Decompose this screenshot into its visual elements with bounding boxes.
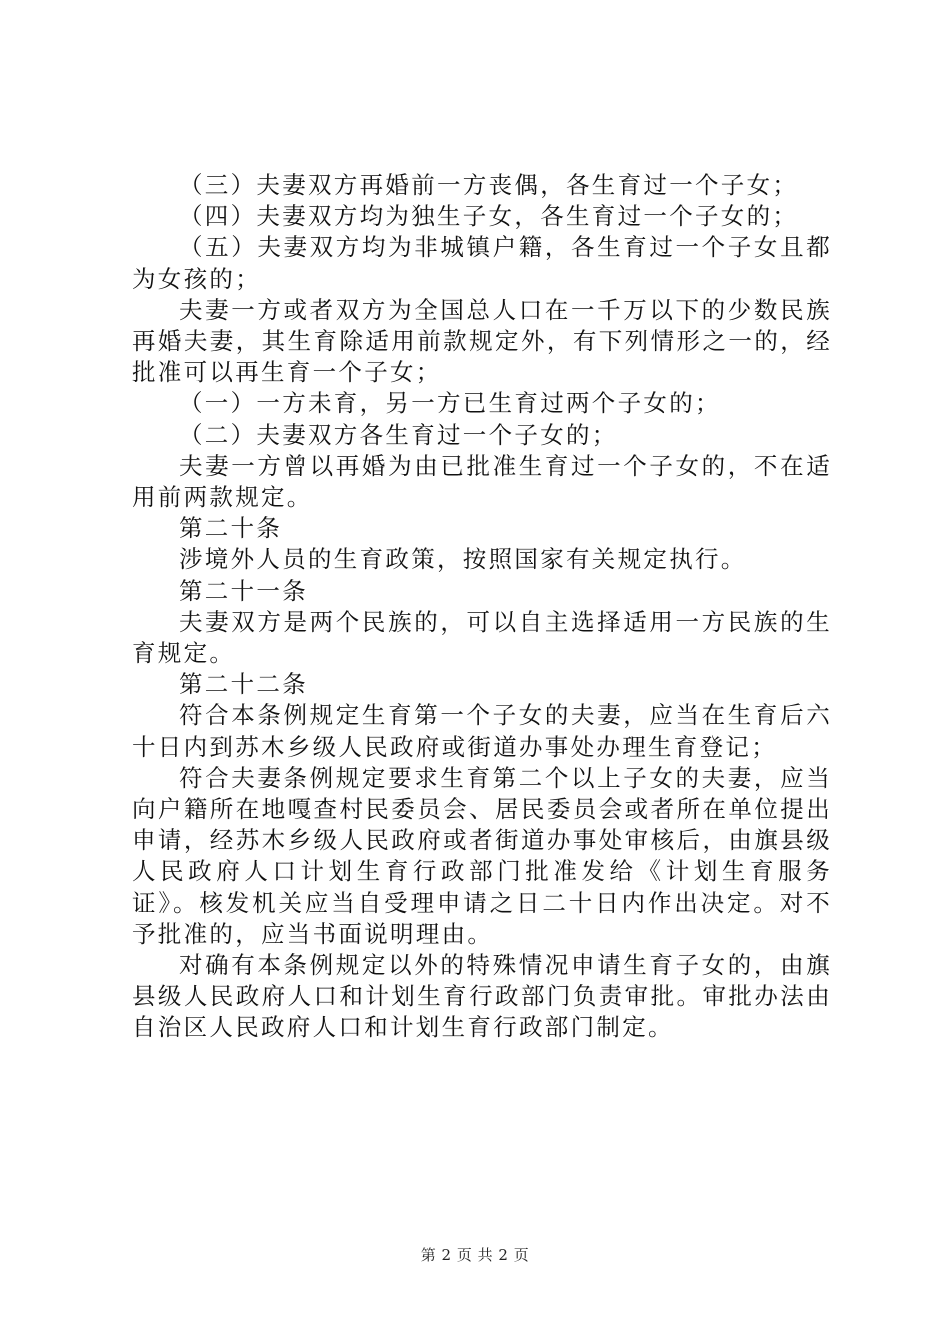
article-heading-20: 第二十条 (179, 514, 283, 543)
paragraph-clause-5: （五）夫妻双方均为非城镇户籍，各生育过一个子女且都为女孩的； (132, 233, 832, 293)
paragraph-minority-remarriage: 夫妻一方或者双方为全国总人口在一千万以下的少数民族再婚夫妻，其生育除适用前款规定外，有下列情形之一的，经批准可以再生育一个子女； (132, 295, 832, 387)
document-body (132, 170, 832, 1044)
article-heading-21: 第二十一条 (179, 576, 308, 605)
paragraph-clause-4: （四）夫妻双方均为独生子女，各生育过一个子女的； (179, 202, 799, 231)
paragraph-article-20: 涉境外人员的生育政策，按照国家有关规定执行。 (179, 545, 747, 574)
paragraph-article-21: 夫妻双方是两个民族的，可以自主选择适用一方民族的生育规定。 (132, 607, 832, 668)
paragraph-remarriage-exception: 夫妻一方曾以再婚为由已批准生育过一个子女的，不在适用前两款规定。 (132, 451, 832, 512)
paragraph-birth-registration: 符合本条例规定生育第一个子女的夫妻，应当在生育后六十日内到苏木乡级人民政府或街道办事处办理生育登记； (132, 701, 832, 761)
paragraph-clause-2: （二）夫妻双方各生育过一个子女的； (179, 420, 618, 449)
paragraph-special-cases: 对确有本条例规定以外的特殊情况申请生育子女的，由旗县级人民政府人口和计划生育行政部门负责审批。审批办法由自治区人民政府人口和计划生育行政部门制定。 (132, 951, 832, 1042)
paragraph-clause-1: （一）一方未育，另一方已生育过两个子女的； (179, 389, 721, 418)
page-number-footer: 第 2 页 共 2 页 (420, 1246, 530, 1264)
article-heading-22: 第二十二条 (179, 670, 308, 699)
paragraph-second-child-application: 符合夫妻条例规定要求生育第二个以上子女的夫妻，应当向户籍所在地嘎查村民委员会、居民委员会或者所在单位提出申请，经苏木乡级人民政府或者街道办事处审核后，由旗县级人民政府人口计划生育行政部门批准发给《计划生育服务证》。核发机关应当自受理申请之日二十日内作出决定。对不予批准的，应当书面说明理由。 (132, 763, 832, 948)
paragraph-clause-3: （三）夫妻双方再婚前一方丧偶，各生育过一个子女； (179, 171, 799, 199)
